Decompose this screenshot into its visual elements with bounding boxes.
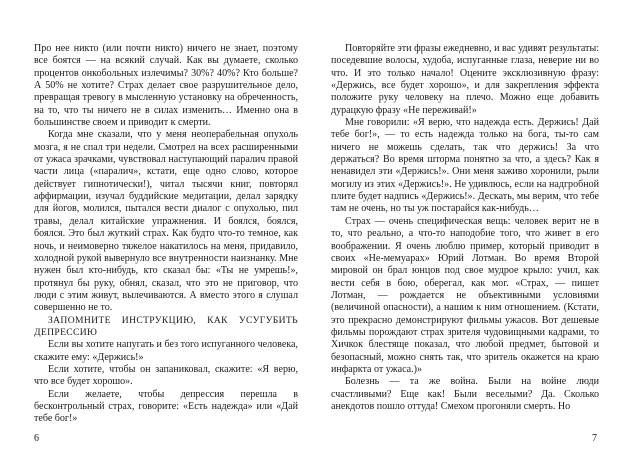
page-number: 7 (592, 433, 597, 444)
right-text-column (331, 43, 599, 413)
paragraph: Мне говорили: «Я верю, что надежда есть. Держись! Дай тебе бог!», — то есть надежда только на бога, ты-то сам ничего не можешь сделать, так что держись! За что держаться? Во время шторма понятно за что, а здесь? Как я ненавидел эти «Держись!». Они меня заживо хоронили, рыли могилу из этих «Держись!». Не удивлюсь, если на надгробной плите будет надпись «Держись!». Дескать, мы верим, что тебе там не очень, но ты уж постарайся как-нибудь… (331, 117, 599, 215)
paragraph: Если вы хотите напугать и без того испуганного человека, скажите ему: «Держись!» (34, 339, 298, 363)
section-heading: ЗАПОМНИТЕ ИНСТРУКЦИЮ, КАК УСУГУБИТЬ ДЕПРЕССИЮ (34, 314, 298, 338)
left-text-column (34, 43, 298, 426)
page-number: 6 (34, 433, 39, 444)
paragraph: Если желаете, чтобы депрессия перешла в бесконтрольный страх, говорите: «Есть надежда» или «Дай тебе бог!» (34, 388, 298, 425)
paragraph: Про нее никто (или почти никто) ничего не знает, поэтому все боятся — на всякий случай. Как вы думаете, сколько процентов онкобольных излечимы? 30%? 40%? Кто больше? А 50% не хотите? Страх делает свое разрушительное дело, превращая тревогу в мысленную установку на обреченность, на то, что ты ничего не в силах изменить… Именно она в большинстве своем и приводит к смерти. (34, 43, 298, 129)
paragraph: Повторяйте эти фразы ежедневно, и вас удивят результаты: поседевшие волосы, худоба, испуганные глаза, неверие ни во что. И это только начало! Оцените эксклюзивную фразу: «Держись, все будет хорошо», и для закрепления эффекта положите руку человеку на плечо. Можно еще добавить дурацкую фразу «Не переживай!» (331, 43, 599, 116)
paragraph: Если хотите, чтобы он запаниковал, скажите: «Я верю, что все будет хорошо». (34, 363, 298, 388)
paragraph: Страх — очень специфическая вещь: человек верит не в то, что реально, а что-то наподобие того, что живет в его воображении. Я очень люблю пример, который приводит в своих «Не-мемуарах» Юрий Лотман. Во время Второй мировой он брал юнцов под свое мудрое крыло: учил, как вести себя в бою, оберегал, как мог. «Страх, — пишет Лотман, — рождается не объективными условиями (величиной опасности), а нашим к ним отношением. (Кстати, это прекрасно демонстрируют фильмы ужасов. Вот дешевые фильмы порождают страх зрителя чудовищными кадрами, то Хичкок блестяще показал, что любой предмет, бытовой и безопасный, можно снять так, что зритель окажется на краю инфаркта от ужаса.)» (331, 215, 599, 375)
paragraph: Болезнь — та же война. Были на войне люди счастливыми? Еще как! Были веселыми? Да. Сколько анекдотов пошло оттуда! Смехом прогоняли смерть. Но (331, 376, 599, 412)
right-page (310, 0, 620, 472)
paragraph: Когда мне сказали, что у меня неоперабельная опухоль мозга, я не спал три недели. Смотрел на всех расширенными от ужаса зрачками, чувствовал наступающий паралич правой части лица («паралич», кстати, еще одно слово, которое действует гипнотически!), читал тысячи книг, повторял аффирмации, изучал буддийские медитации, делал зарядку для йогов, молился, пытался вести диалог с опухолью, пил травы, делал китайские упражнения. И боялся, боялся, боялся. Это был жуткий страх. Как будто что-то темное, как ночь, и неимоверно тяжелое накатилось на меня, придавило, холодной рукой вывернуло все внутренности наизнанку. Мне нужен был кто-нибудь, кто сказал бы: «Ты не умрешь!», протянул бы руку, обнял, сказал, что это не приговор, что люди с этим живут, вылечиваются. А вместо этого я слушал совершенно не то. (34, 129, 298, 314)
